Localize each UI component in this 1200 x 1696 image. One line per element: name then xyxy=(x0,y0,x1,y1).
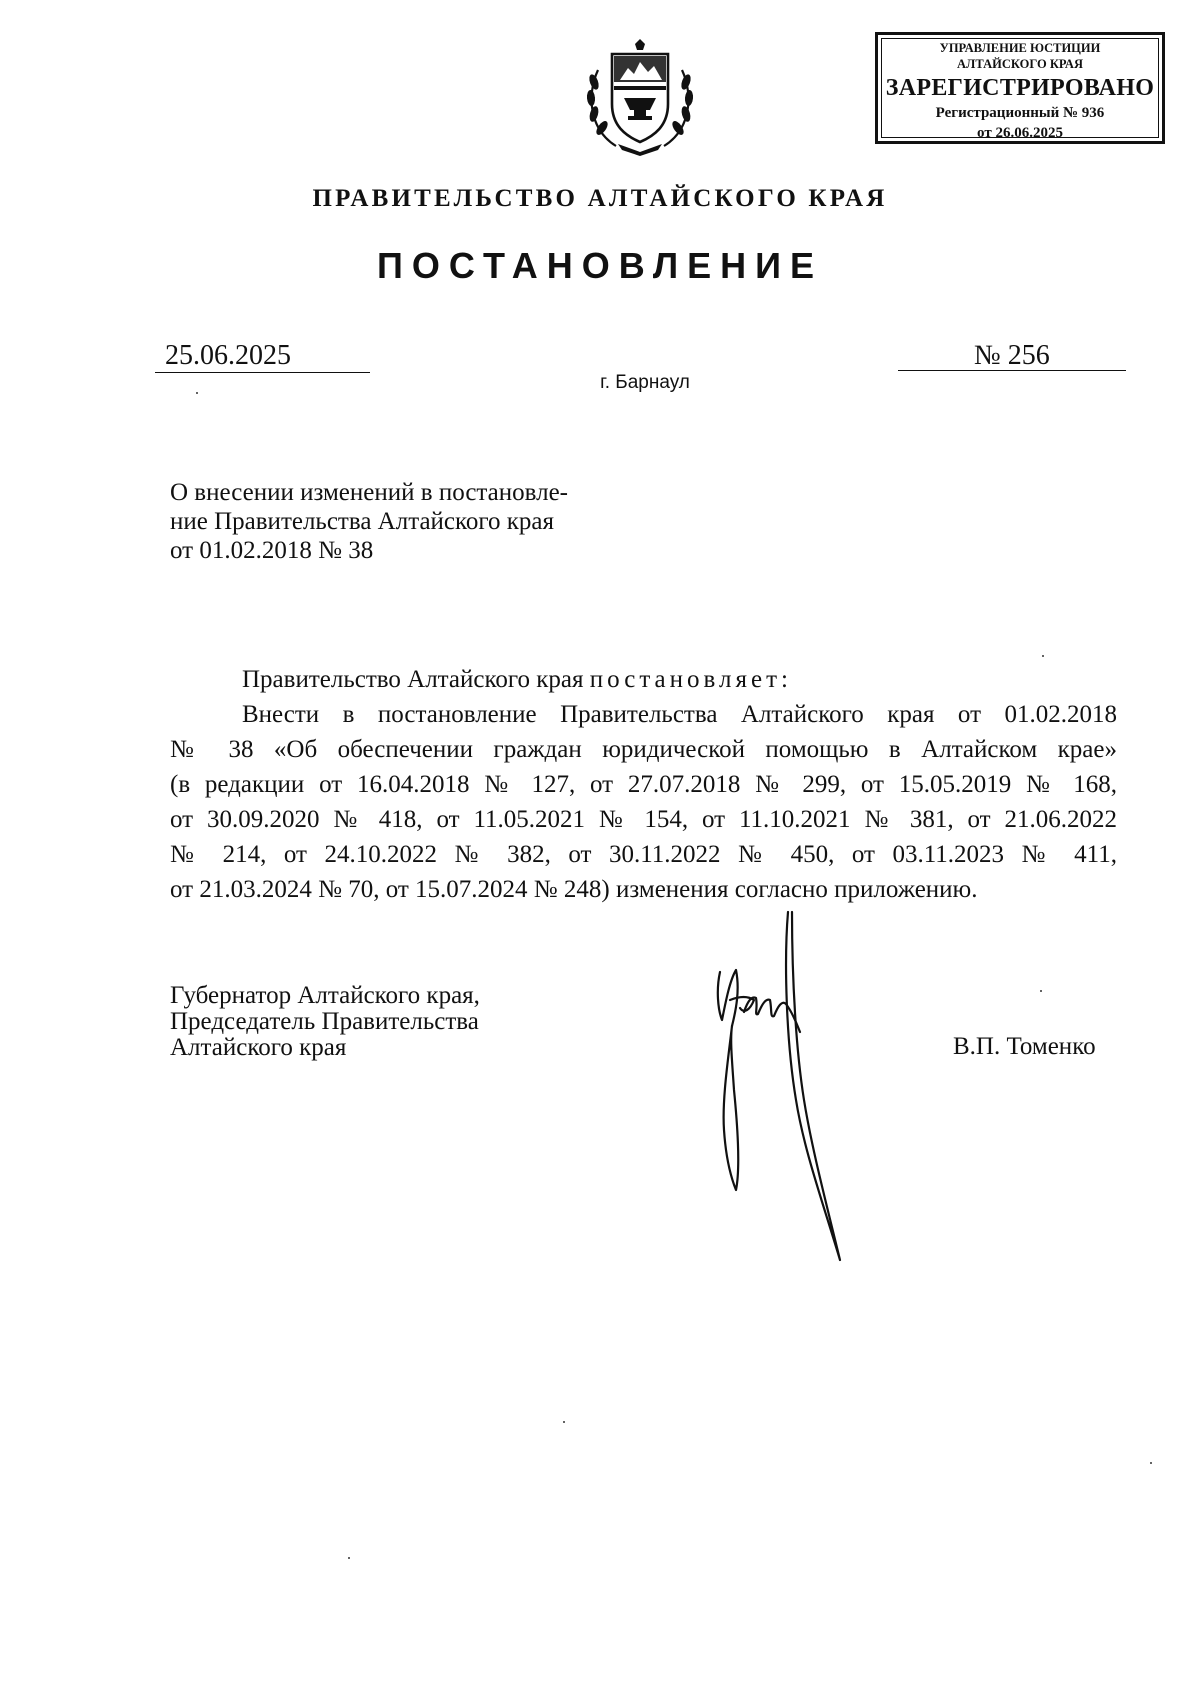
document-number: № 256 xyxy=(974,340,1050,371)
document-city: г. Барнаул xyxy=(600,372,690,393)
coat-of-arms-icon xyxy=(580,38,700,158)
body-line: № 38 «Об обеспечении граждан юридической помощью в Алтайском крае» xyxy=(170,736,1117,763)
scan-speck xyxy=(348,1557,350,1559)
body-line: Внести в постановление Правительства Алтайского края от 01.02.2018 xyxy=(242,701,1117,728)
document-subject xyxy=(170,478,640,565)
stamp-org-line2: АЛТАЙСКОГО КРАЯ xyxy=(957,57,1083,71)
registration-stamp-inner-frame xyxy=(881,38,1159,141)
scan-speck xyxy=(1150,1462,1152,1464)
registration-stamp xyxy=(875,32,1165,144)
stamp-registered: ЗАРЕГИСТРИРОВАНО xyxy=(885,75,1155,101)
stamp-reg-date: от 26.06.2025 xyxy=(977,125,1063,141)
body-line: от 21.03.2024 № 70, от 15.07.2024 № 248) изменения согласно приложению. xyxy=(170,876,978,903)
signer-name: В.П. Томенко xyxy=(953,1033,1096,1060)
body-line: № 214, от 24.10.2022 № 382, от 30.11.2022 № 450, от 03.11.2023 № 411, xyxy=(170,841,1117,868)
document-date: 25.06.2025 xyxy=(165,340,291,371)
scan-speck xyxy=(1042,655,1044,657)
subject-line: ние Правительства Алтайского края xyxy=(170,508,555,535)
scan-speck xyxy=(196,392,198,394)
signer-position-line: Алтайского края xyxy=(170,1034,347,1061)
signer-position xyxy=(170,983,480,1061)
number-underline xyxy=(898,370,1126,371)
subject-line: от 01.02.2018 № 38 xyxy=(170,537,374,564)
body-line: (в редакции от 16.04.2018 № 127, от 27.07.2018 № 299, от 15.05.2019 № 168, xyxy=(170,771,1117,798)
body-intro xyxy=(170,662,1117,697)
scan-speck xyxy=(563,1421,565,1423)
stamp-org-line1: УПРАВЛЕНИЕ ЮСТИЦИИ xyxy=(939,41,1101,55)
document-type-title: ПОСТАНОВЛЕНИЕ xyxy=(377,245,823,286)
body-intro-prefix: Правительство Алтайского края xyxy=(242,666,590,693)
scan-speck xyxy=(1040,990,1042,992)
document-body xyxy=(170,662,1117,907)
subject-line: О внесении изменений в постановле- xyxy=(170,479,568,506)
body-intro-resolves: постановляет: xyxy=(589,666,792,693)
handwritten-signature-icon xyxy=(700,900,890,1270)
signer-position-line: Губернатор Алтайского края, xyxy=(170,982,480,1009)
signer-position-line: Председатель Правительства xyxy=(170,1008,479,1035)
government-title: ПРАВИТЕЛЬСТВО АЛТАЙСКОГО КРАЯ xyxy=(312,185,888,212)
stamp-reg-number: Регистрационный № 936 xyxy=(935,105,1105,121)
body-line: от 30.09.2020 № 418, от 11.05.2021 № 154, от 11.10.2021 № 381, от 21.06.2022 xyxy=(170,806,1117,833)
